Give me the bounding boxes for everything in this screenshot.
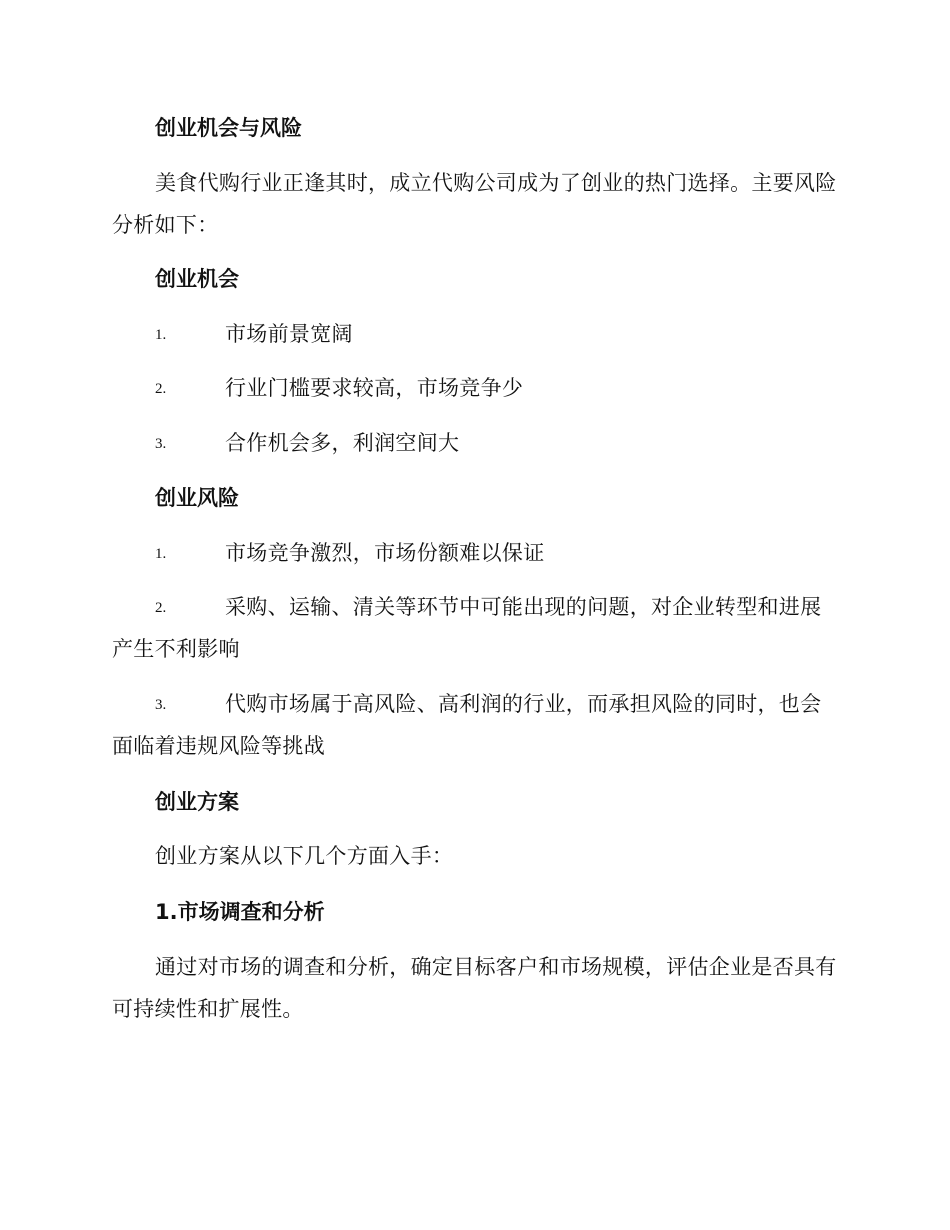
risks-heading: 创业风险 [155, 486, 239, 510]
document-title: 创业机会与风险 [155, 116, 302, 140]
plan-intro: 创业方案从以下几个方面入手： [155, 844, 454, 868]
risk-1-number: 1. [155, 546, 167, 562]
risk-2-number: 2. [155, 600, 167, 616]
plan-heading: 创业方案 [155, 790, 239, 814]
opportunity-1-text: 市场前景宽阔 [225, 322, 353, 346]
plan-subheading: 1.市场调查和分析 [155, 900, 325, 924]
intro-paragraph: 美食代购行业正逢其时，成立代购公司成为了创业的热门选择。主要风险分析如下： [112, 171, 837, 237]
risk-1-text: 市场竞争激烈，市场份额难以保证 [225, 541, 545, 565]
opportunity-3-number: 3. [155, 436, 167, 452]
plan-subtext: 通过对市场的调查和分析，确定目标客户和市场规模，评估企业是否具有可持续性和扩展性。 [112, 955, 837, 1021]
opportunity-2-number: 2. [155, 381, 167, 397]
risk-3-text: 代购市场属于高风险、高利润的行业，而承担风险的同时，也会面临着违规风险等挑战 [112, 692, 822, 758]
opportunity-2-text: 行业门槛要求较高，市场竞争少 [225, 376, 524, 400]
risk-3-number: 3. [155, 697, 167, 713]
risk-2-text: 采购、运输、清关等环节中可能出现的问题，对企业转型和进展产生不利影响 [112, 595, 822, 661]
opportunity-3-text: 合作机会多，利润空间大 [225, 431, 460, 455]
opportunities-heading: 创业机会 [155, 267, 239, 291]
opportunity-1-number: 1. [155, 327, 167, 343]
